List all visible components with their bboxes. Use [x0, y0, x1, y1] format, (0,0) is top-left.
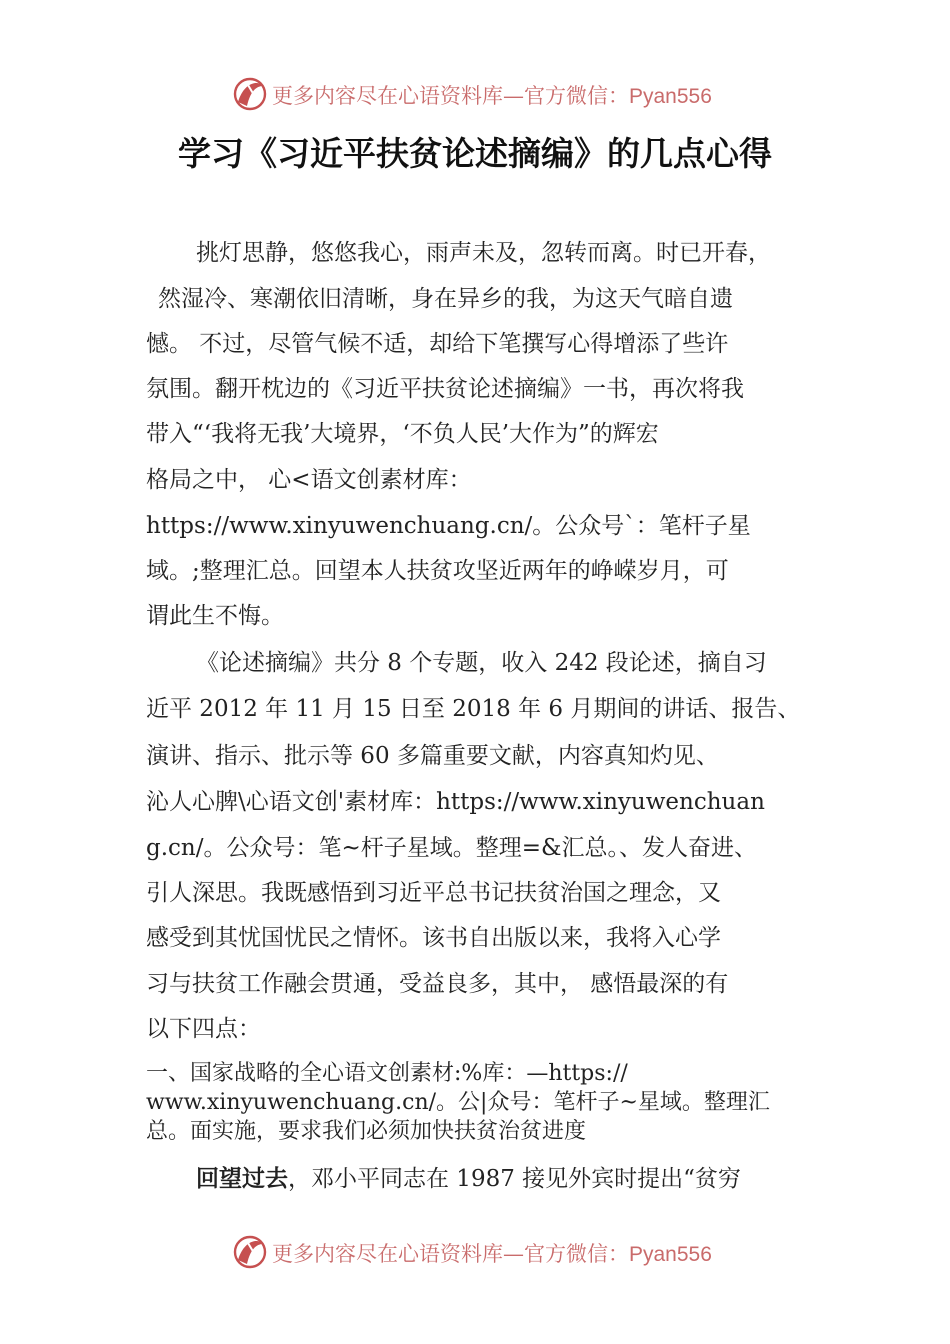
- footer-watermark-text: 更多内容尽在心语资料库—官方微信：Pyan556: [272, 1242, 712, 1266]
- body-line-22-text: ，邓小平同志在 1987 接见外宾时提出“贫穷: [288, 1166, 741, 1192]
- header-watermark-banner: [232, 74, 752, 114]
- body-line-13: 沁人心脾\心语文创'素材库：https://www.xinyuwenchuan: [146, 789, 765, 815]
- bold-lead-phrase: 回望过去: [196, 1165, 288, 1192]
- body-line-4: 氛围。翻开枕边的《习近平扶贫论述摘编》一书，再次将我: [146, 376, 744, 402]
- body-line-18: 以下四点：: [146, 1016, 261, 1042]
- red-ribbon-logo-icon: [232, 1234, 268, 1270]
- page-title: 学习《习近平扶贫论述摘编》的几点心得: [178, 134, 772, 173]
- body-line-14: g.cn/。公众号：笔~杆子星域。整理=&汇总。、发人奋进、: [146, 835, 757, 861]
- body-line-12: 演讲、指示、批示等 60 多篇重要文献，内容真知灼见、: [146, 743, 719, 769]
- body-line-7: https://www.xinyuwenchuang.cn/。公众号`：笔杆子星: [146, 513, 751, 539]
- body-line-20: www.xinyuwenchuang.cn/。公|众号：笔杆子~星域。整理汇: [146, 1090, 770, 1115]
- body-line-11: 近平 2012 年 11 月 15 日至 2018 年 6 月期间的讲话、报告、: [146, 696, 801, 722]
- body-line-17: 习与扶贫工作融会贯通，受益良多，其中， 感悟最深的有: [146, 971, 729, 997]
- body-line-10: 《论述摘编》共分 8 个专题，收入 242 段论述，摘自习: [196, 650, 767, 676]
- footer-watermark-banner: [232, 1232, 752, 1272]
- body-line-19: 一、国家战略的全心语文创素材:%库：—https://: [146, 1061, 628, 1086]
- body-line-2: 然湿冷、寒潮依旧清晰，身在异乡的我，为这天气暗自遗: [158, 286, 733, 312]
- body-line-9: 谓此生不悔。: [146, 603, 284, 629]
- body-line-6: 格局之中， 心<语文创素材库：: [146, 467, 472, 493]
- body-line-8: 域。;整理汇总。回望本人扶贫攻坚近两年的峥嵘岁月，可: [146, 558, 729, 584]
- body-line-5: 带入“‘我将无我’大境界，‘不负人民’大作为”的辉宏: [146, 421, 659, 447]
- body-line-22: [196, 1160, 741, 1193]
- body-line-16: 感受到其忧国忧民之情怀。该书自出版以来，我将入心学: [146, 925, 721, 951]
- red-ribbon-logo-icon: [232, 76, 268, 112]
- body-line-3: 憾。 不过，尽管气候不适，却给下笔撰写心得增添了些许: [146, 331, 729, 357]
- header-watermark-text: 更多内容尽在心语资料库—官方微信：Pyan556: [272, 84, 712, 108]
- body-line-15: 引人深思。我既感悟到习近平总书记扶贫治国之理念，又: [146, 880, 721, 906]
- body-line-1: 挑灯思静，悠悠我心，雨声未及，忽转而离。时已开春，: [196, 240, 771, 266]
- body-line-21: 总。面实施，要求我们必须加快扶贫治贫进度: [146, 1119, 587, 1144]
